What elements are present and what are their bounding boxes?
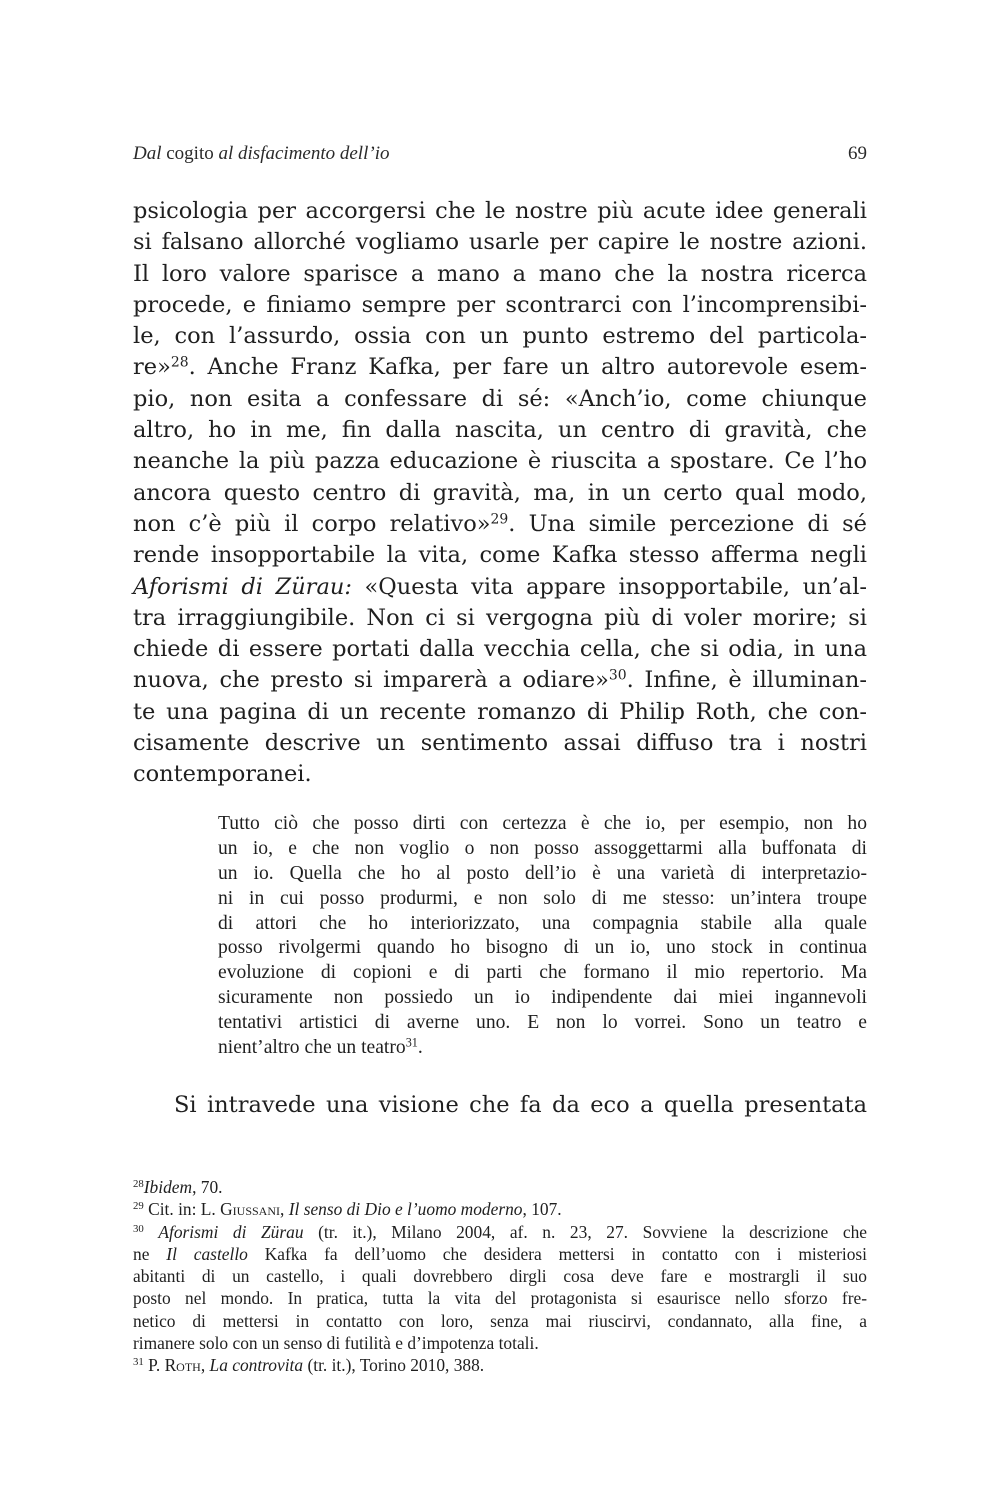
following-paragraph — [133, 1090, 867, 1121]
footnote-ref-28: 28 — [170, 354, 189, 371]
text-line: tra irraggiungibile. Non ci si vergogna più di voler morire; si — [133, 604, 867, 631]
text-line: Si intravede una visione che fa da eco a quella presentata — [174, 1092, 867, 1118]
text-line: chiede di essere portati dalla vecchia cella, che si odia, in una — [133, 636, 867, 663]
text-line: pio, non esita a confessare di sé: «Anch’io, come chiunque — [133, 385, 867, 412]
text-line: non c’è più il corpo relativo»$^{29}$. Una simile percezione di sé — [133, 510, 867, 537]
quote-line: posso rivolgermi quando ho bisogno di un io, uno stock in continua — [218, 937, 867, 959]
text-line: psicologia per accorgersi che le nostre più acute idee generali — [133, 198, 867, 224]
running-head — [133, 143, 867, 169]
quote-line: un io. Quella che ho al posto dell’io è una varietà di interpretazio- — [218, 862, 867, 884]
quote-line: nient’altro che un teatro$^{31}$. — [218, 1035, 423, 1059]
footnote-ref-29: 29 — [490, 511, 509, 528]
footnote-30-line: abitanti di un castello, i quali dovrebbero dirgli cosa deve fare e mostrargli il suo — [133, 1266, 867, 1287]
text-line: te una pagina di un recente romanzo di Philip Roth, che con- — [133, 698, 867, 725]
footnote-31: $^{31}$ P. Roth, La controvita (tr. it.), Torino 2010, 388. — [133, 1355, 485, 1376]
text-line: ancora questo centro di gravità, ma, in un certo qual modo, — [133, 479, 867, 506]
footnote-30-line: rimanere solo con un senso di futilità e d’impotenza totali. — [133, 1333, 539, 1354]
quote-line: ni in cui posso produrmi, e non solo di me stesso: un’intera troupe — [218, 887, 867, 909]
block-quote — [218, 812, 867, 1061]
text-line: Aforismi di Zürau: «Questa vita appare insopportabile, un’al- — [133, 573, 867, 600]
text-line: cisamente descrive un sentimento assai diffuso tra i nostri — [133, 730, 867, 757]
footnote-ref-31: 31 — [405, 1035, 418, 1050]
quote-line: di attori che ho interiorizzato, una compagnia stabile alla quale — [218, 912, 867, 934]
running-head-title: Dal cogito al disfacimento dell’io — [133, 143, 390, 164]
text-line: altro, ho in me, fin dalla nascita, un centro di gravità, che — [133, 417, 867, 444]
quote-line: un io, e che non voglio o non posso assoggettarmi alla buffonata di — [218, 837, 867, 859]
text-line: re»$^{28}$. Anche Franz Kafka, per fare un altro autorevole esem- — [133, 354, 867, 381]
main-paragraph — [133, 196, 867, 791]
text-line: nuova, che presto si imparerà a odiare»$^{30}$. Infine, è illuminan- — [133, 667, 867, 694]
footnotes — [133, 1176, 867, 1377]
footnote-30: $^{30}$ Aforismi di Zürau (tr. it.), Milano 2004, af. n. 23, 27. Sovviene la descrizione che — [133, 1221, 867, 1242]
quote-line: tentativi artistici di averne uno. E non lo vorrei. Sono un teatro e — [218, 1012, 867, 1034]
footnote-29: $^{29}$ Cit. in: L. Giussani, Il senso di Dio e l’uomo moderno, 107. — [133, 1199, 562, 1220]
footnote-30-line: netico di mettersi in contatto con loro, senza mai riuscirvi, condannato, alla fine, a — [133, 1310, 867, 1331]
page-number: 69 — [848, 143, 867, 164]
quote-line: evoluzione di copioni e di parti che formano il mio repertorio. Ma — [218, 962, 867, 984]
text-line: neanche la più pazza educazione è riuscita a spostare. Ce l’ho — [133, 448, 867, 475]
text-line: le, con l’assurdo, ossia con un punto estremo del particola- — [133, 323, 867, 350]
text-line: Il loro valore sparisce a mano a mano che la nostra ricerca — [133, 260, 867, 287]
footnote-30-line: posto nel mondo. In pratica, tutta la vita del protagonista si esaurisce nello sforzo fre- — [133, 1288, 867, 1309]
footnote-ref-30: 30 — [608, 667, 627, 684]
text-line: rende insopportabile la vita, come Kafka stesso afferma negli — [133, 542, 867, 569]
text-line: procede, e finiamo sempre per scontrarci con l’incomprensibi- — [133, 291, 867, 318]
footnote-28: $^{28}$Ibidem, 70. — [133, 1177, 223, 1197]
quote-line: sicuramente non possiedo un io indipendente dai miei ingannevoli — [218, 987, 867, 1009]
text-line: contemporanei. — [133, 761, 312, 788]
footnote-30-line: ne Il castello Kafka fa dell’uomo che desidera mettersi in contatto con i misteriosi — [133, 1243, 867, 1264]
text-line: si falsano allorché vogliamo usarle per capire le nostre azioni. — [133, 229, 867, 256]
quote-line: Tutto ciò che posso dirti con certezza è che io, per esempio, non ho — [218, 813, 867, 834]
